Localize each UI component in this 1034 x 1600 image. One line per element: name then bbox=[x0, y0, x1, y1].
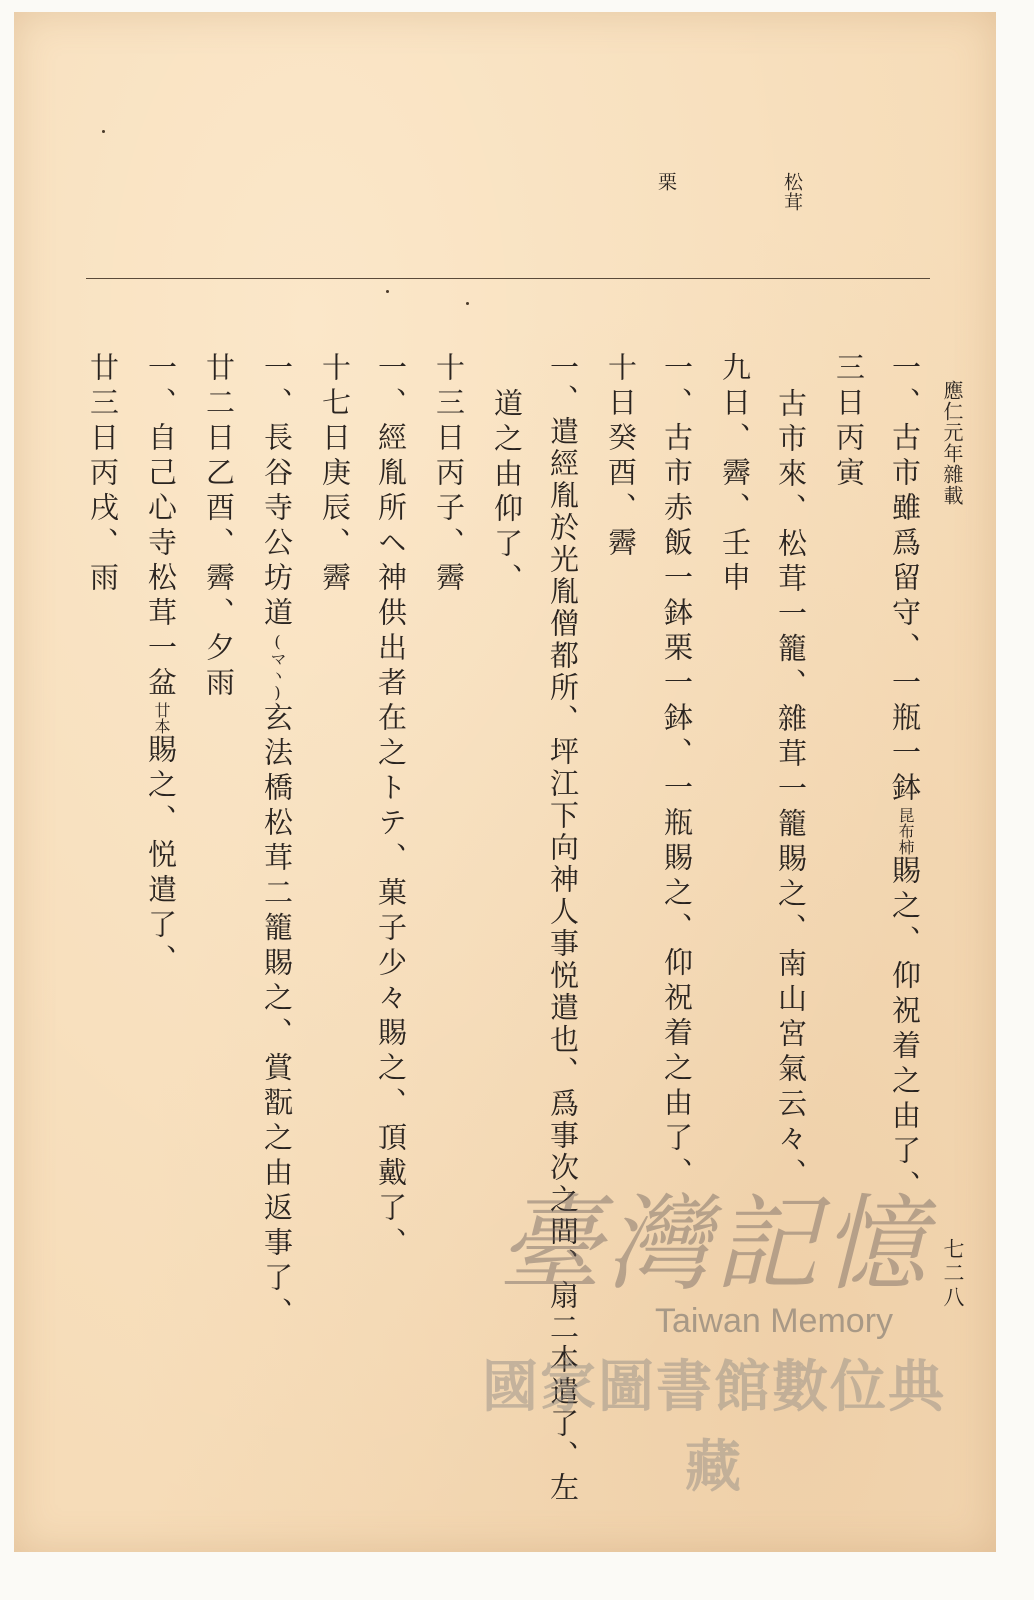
text-column-4: 九日、霽、壬申 bbox=[718, 352, 752, 597]
text-column-14 bbox=[144, 352, 178, 979]
watermark bbox=[454, 1183, 974, 1500]
running-title: 應仁元年雜載 bbox=[940, 380, 964, 506]
column-text: 一、自己心寺松茸一盆 bbox=[144, 352, 178, 702]
interlinear-note: (マヽ) bbox=[268, 632, 287, 702]
book-page bbox=[14, 12, 996, 1552]
text-column-11: 十七日庚辰、霽 bbox=[318, 352, 352, 597]
interlinear-note: 廿本 bbox=[152, 702, 171, 734]
ink-speck bbox=[102, 130, 105, 133]
margin-note-matsutake: 松茸 bbox=[781, 172, 803, 212]
watermark-chinese: 國家圖書館數位典藏 bbox=[482, 1355, 946, 1500]
text-column-1 bbox=[888, 352, 922, 1205]
interlinear-note: 昆布柿 bbox=[896, 807, 915, 855]
header-rule bbox=[86, 278, 930, 279]
column-text: 賜之、仰祝着之由了、 bbox=[888, 855, 922, 1205]
column-text: 賜之、悦遣了、 bbox=[144, 734, 178, 979]
text-column-13: 廿二日乙酉、霽、夕雨 bbox=[202, 352, 236, 702]
text-column-8: 道之由仰了、 bbox=[490, 388, 524, 598]
text-column-7: 一、遣經胤於光胤僧都所、坪江下向神人事悦遣也、爲事次之間、扇二本遣了、左 bbox=[546, 352, 580, 1504]
text-column-6: 十日癸酉、霽 bbox=[604, 352, 638, 562]
watermark-english: Taiwan Memory bbox=[654, 1302, 894, 1340]
text-column-5: 一、古市赤飯一鉢栗一鉢、一瓶賜之、仰祝着之由了、 bbox=[660, 352, 694, 1192]
text-column-3: 古市來、松茸一籠、雜茸一籠賜之、南山宮氣云々、 bbox=[774, 388, 808, 1193]
ink-speck bbox=[466, 302, 469, 305]
watermark-logo: 臺灣記憶 bbox=[497, 1183, 930, 1305]
text-column-15: 廿三日丙戌、雨 bbox=[86, 352, 120, 597]
page-number: 七二八 bbox=[941, 1238, 965, 1310]
text-column-12 bbox=[260, 352, 294, 1332]
margin-note-chestnut: 栗 bbox=[655, 172, 677, 192]
text-column-2: 三日丙寅 bbox=[832, 352, 866, 492]
column-text: 一、長谷寺公坊道 bbox=[260, 352, 294, 632]
text-column-9: 十三日丙子、霽 bbox=[432, 352, 466, 597]
column-text: 玄法橋松茸二籠賜之、賞翫之由返事了、 bbox=[260, 702, 294, 1332]
column-text: 一、古市雖爲留守、一瓶一鉢 bbox=[888, 352, 922, 807]
ink-speck bbox=[386, 290, 389, 293]
text-column-10: 一、經胤所ヘ神供出者在之トテ、菓子少々賜之、頂戴了、 bbox=[374, 352, 408, 1262]
